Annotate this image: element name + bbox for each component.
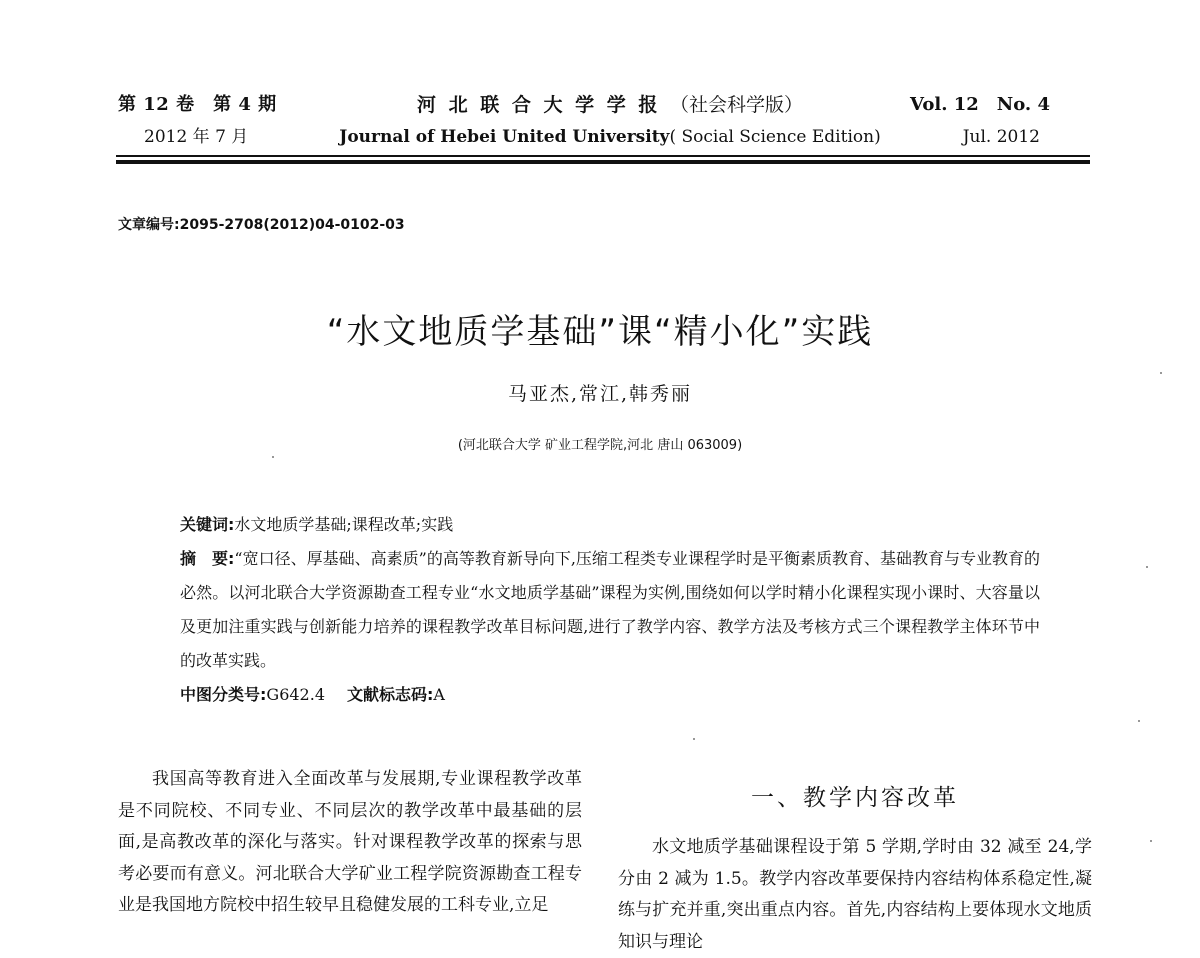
header-rule-thin	[116, 155, 1090, 157]
clc-label: 中图分类号:	[180, 685, 267, 704]
header-rule-thick	[116, 160, 1090, 164]
journal-title	[330, 92, 890, 150]
abstract-label: 摘 要:	[180, 549, 235, 568]
journal-edition-en: ( Social Science Edition)	[669, 127, 881, 147]
issue-date: 2012 年 7 月	[144, 127, 249, 147]
clc-value: G642.4	[266, 685, 325, 704]
body-paragraph: 我国高等教育进入全面改革与发展期,专业课程教学改革是不同院校、不同专业、不同层次的教学改革中最基础的层面,是高教改革的深化与落实。针对课程教学改革的探索与思考必要而有意义。河北联合大学矿业工程学院资源勘查工程专业是我国地方院校中招生较早且稳健发展的工科专业,立足	[118, 769, 582, 915]
issue-date-en: Jul. 2012	[962, 127, 1040, 147]
keywords	[180, 508, 1040, 542]
body-column-right	[618, 780, 1092, 958]
journal-name-cn: 河 北 联 合 大 学 学 报	[417, 94, 661, 116]
header-left	[118, 92, 298, 150]
scan-speck	[1146, 566, 1148, 568]
keywords-text: 水文地质学基础;课程改革;实践	[234, 515, 454, 534]
abstract-block	[180, 508, 1040, 712]
keywords-label: 关键词:	[180, 515, 235, 534]
scan-speck	[693, 738, 695, 740]
journal-title-en	[330, 124, 890, 150]
section-heading: 一、教学内容改革	[751, 785, 959, 811]
paper-authors: 马亚杰,常江,韩秀丽	[507, 383, 693, 405]
paper-affiliation: (河北联合大学 矿业工程学院,河北 唐山 063009)	[457, 438, 743, 453]
body-column-left	[118, 764, 582, 922]
abstract-text: “宽口径、厚基础、高素质”的高等教育新导向下,压缩工程类专业课程学时是平衡素质教育、基础教育与专业教育的必然。以河北联合大学资源勘查工程专业“水文地质学基础”课程为实例,围绕如何以学时精小化课程实现小课时、大容量以及更加注重实践与创新能力培养的课程教学改革目标问题,进行了教学内容、教学方法及考核方式三个课程教学主体环节中的改革实践。	[180, 549, 1041, 670]
article-number: 文章编号:2095-2708(2012)04-0102-03	[118, 217, 405, 233]
scan-speck	[272, 456, 274, 458]
issue-volume-en: Vol. 12 No. 4	[910, 94, 1050, 115]
journal-name-en: Journal of Hebei United University	[339, 127, 670, 147]
journal-title-cn	[330, 92, 890, 118]
scan-speck	[1150, 840, 1152, 842]
doc-code-value: A	[433, 685, 445, 704]
header-right	[900, 92, 1050, 150]
doc-code-label: 文献标志码:	[347, 685, 434, 704]
scan-speck	[1160, 372, 1162, 374]
body-paragraph: 水文地质学基础课程设于第 5 学期,学时由 32 减至 24,学分由 2 减为 1.5。教学内容改革要保持内容结构体系稳定性,凝练与扩充并重,突出重点内容。首先,内容结构上要体现水文地质知识与理论	[618, 837, 1092, 952]
paper-title: “水文地质学基础”课“精小化”实践	[326, 312, 874, 352]
journal-edition-cn: （社会科学版）	[669, 94, 803, 116]
scan-speck	[1138, 720, 1140, 722]
classification	[180, 678, 1040, 712]
abstract	[180, 542, 1040, 678]
issue-volume: 第 12 卷 第 4 期	[118, 94, 277, 115]
